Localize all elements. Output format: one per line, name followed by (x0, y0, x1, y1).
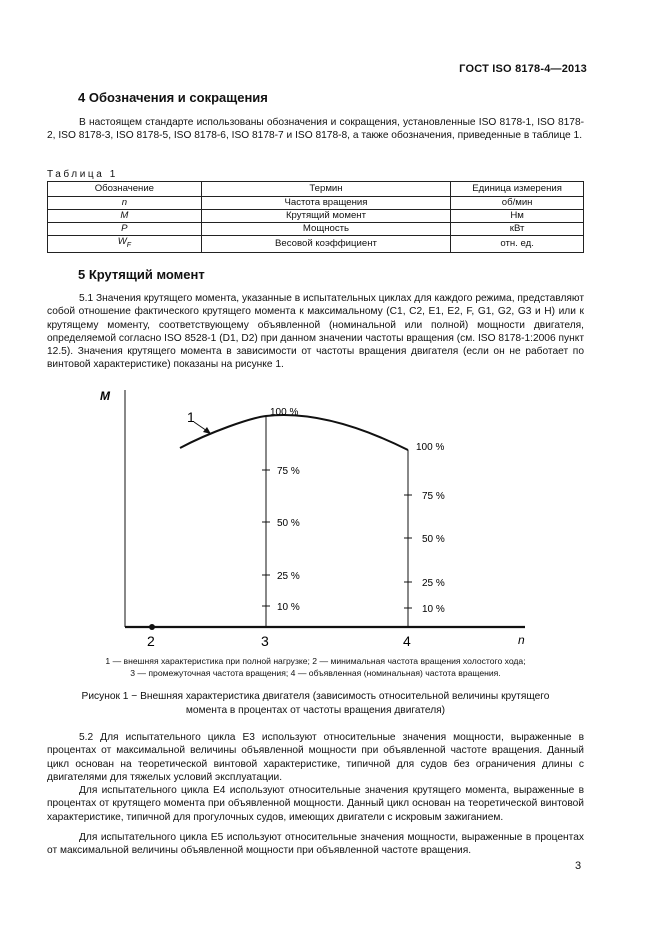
cell-unit: отн. ед. (451, 236, 584, 253)
figure-1-chart (90, 382, 540, 654)
figure-1-legend-line-1: 1 — внешняя характеристика при полной нагрузке; 2 — минимальная частота вращения холостого хода; (105, 656, 526, 666)
curve-label: 1 (187, 409, 195, 425)
cell-symbol: M (48, 210, 202, 223)
x-axis-label: n (518, 633, 525, 647)
cell-term: Весовой коэффициент (201, 236, 450, 253)
y-axis-label: M (100, 389, 110, 403)
level-label: 25 % (277, 571, 300, 582)
curve-label-arrowhead (203, 427, 211, 434)
paragraph-5-1: 5.1 Значения крутящего момента, указанные в испытательных циклах для каждого режима, представляют собой отношение фактического крутящего момента к максимальному (C1, C2, E1, E2, F, G1, G2, G3 и H) или к крутящему моменту, соответствующему объявленной (номинальной или полной) мощности двигателя, определяемой согласно ISO 8528-1 (D1, D2) при данном значении частоты вращения (см. ISO 8178-1:2006 пункт 12.5). Значения крутящего момента в зависимости от частоты вращения двигателя (если он не работает по винтовой характеристике) показаны на рисунке 1. (47, 293, 584, 371)
idle-speed-point (149, 624, 155, 630)
x-tick-label: 2 (147, 633, 155, 649)
cell-term: Крутящий момент (201, 210, 450, 223)
section-4-paragraph: В настоящем стандарте использованы обозначения и сокращения, установленные ISO 8178-1, ISO 8178-2, ISO 8178-3, ISO 8178-5, ISO 8178-6, ISO 8178-7 и ISO 8178-8, а также обозначения, приведенные в таблице 1. (47, 117, 584, 142)
full-load-curve (180, 415, 408, 450)
figure-1-caption-line-1: Рисунок 1 − Внешняя характеристика двигателя (зависимость относительной величины крутящего (81, 691, 550, 702)
paragraph-e4: Для испытательного цикла E4 используют относительные значения крутящего момента, выраженные в процентах от крутящего момента при объявленной мощности. Данный цикл основан на теоретической винтовой характеристике, типичной для прогулочных судов, имеющих двигатели с искровым зажиганием. (47, 785, 584, 823)
page-number: 3 (575, 860, 582, 872)
header-cell-unit: Единица измерения (451, 182, 584, 197)
level-label: 100 % (416, 442, 445, 453)
header-cell-symbol: Обозначение (48, 182, 202, 197)
x-tick-label: 3 (261, 633, 269, 649)
table-1 (47, 181, 584, 253)
level-label: 75 % (422, 491, 445, 502)
line3-levels (262, 407, 300, 613)
table-header-row (48, 182, 584, 197)
cell-symbol: n (48, 197, 202, 210)
level-label: 50 % (277, 518, 300, 529)
line4-levels (404, 442, 445, 615)
level-label: 10 % (422, 604, 445, 615)
cell-unit: кВт (451, 223, 584, 236)
section-4-title: 4 Обозначения и сокращения (78, 90, 268, 105)
level-label: 75 % (277, 466, 300, 477)
table-1-caption: Таблица 1 (47, 169, 118, 180)
paragraph-5-2: 5.2 Для испытательного цикла E3 используют относительные значения мощности, выраженные в процентах от максимальной величины объявленной мощности при объявленной частоте вращения. Данный цикл основан на теоретической винтовой характеристике, типичной для судов без ограничения длины с двигателями для тяжелых условий эксплуатации. (47, 732, 584, 783)
cell-term: Частота вращения (201, 197, 450, 210)
figure-1-caption-line-2: момента в процентах от частоты вращения двигателя) (185, 705, 446, 716)
level-label: 10 % (277, 602, 300, 613)
cell-unit: Нм (451, 210, 584, 223)
cell-term: Мощность (201, 223, 450, 236)
table-row (48, 210, 584, 223)
paragraph-e5: Для испытательного цикла E5 используют относительные значения мощности, выраженные в процентах от максимальной величины объявленной мощности при объявленной частоте вращения. (47, 832, 584, 857)
cell-symbol: P (48, 223, 202, 236)
header-cell-term: Термин (201, 182, 450, 197)
cell-unit: об/мин (451, 197, 584, 210)
table-row (48, 197, 584, 210)
document-header: ГОСТ ISO 8178-4—2013 (459, 63, 587, 75)
section-5-title: 5 Крутящий момент (78, 267, 205, 282)
level-label: 25 % (422, 578, 445, 589)
cell-symbol: $W_F$ (48, 236, 202, 253)
table-row (48, 223, 584, 236)
table-row (48, 236, 584, 253)
level-label: 100 % (270, 407, 299, 418)
x-tick-label: 4 (403, 633, 411, 649)
level-label: 50 % (422, 534, 445, 545)
figure-1-legend-line-2: 3 — промежуточная частота вращения; 4 — объявленная (номинальная) частота вращения. (130, 668, 501, 678)
